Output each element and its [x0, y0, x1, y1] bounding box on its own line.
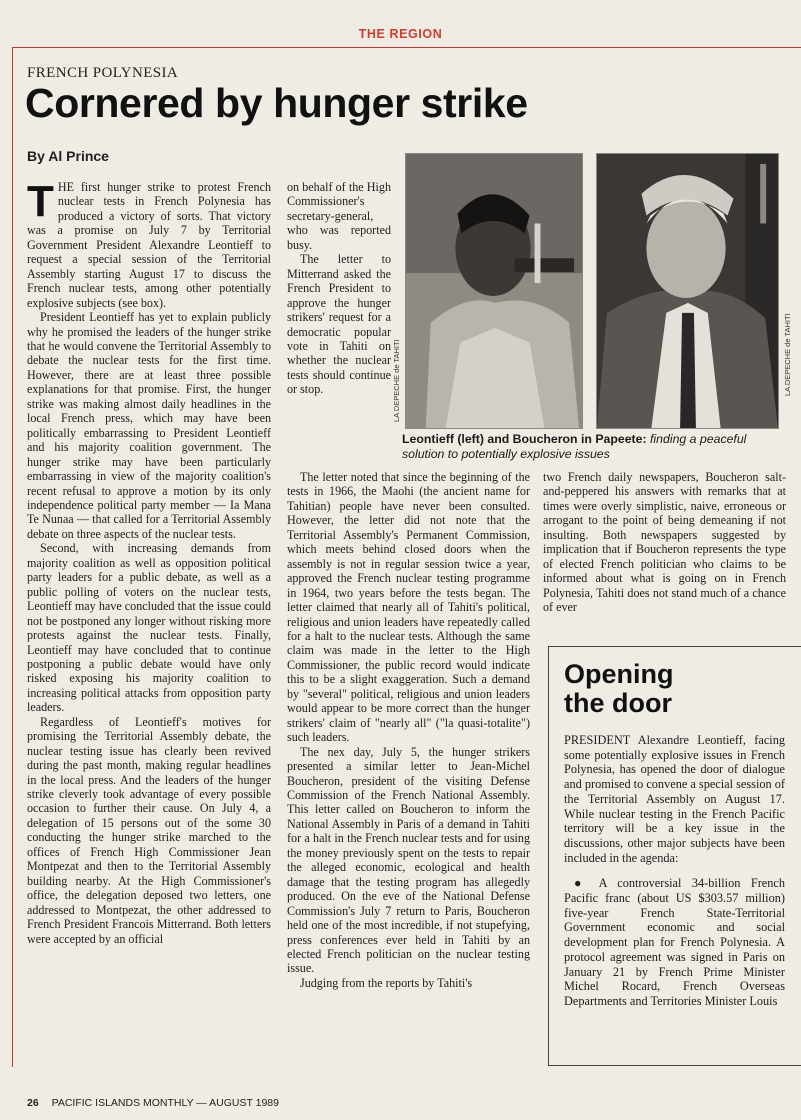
photo-credit-left: LA DEPECHE de TAHITI: [392, 339, 401, 422]
photo-leontieff: [405, 153, 583, 429]
paragraph-6: The letter to Mitterrand asked the French President to approve the hunger strikers' request for a democratic popular vote in Tahiti on whether the nuclear tests should continue or stop.: [287, 252, 391, 397]
photo-caption: [402, 432, 787, 462]
article-column-3: [543, 470, 786, 630]
paragraph-1: THE first hunger strike to protest French nuclear tests in French Polynesia has produced a victory of sorts. That victory was a promise on July 7 by Territorial Government President Alexandre Leontieff to request a special session of the Territorial Assembly starting August 17 to discuss the French nuclear tests, among other potentially explosive subjects (see box).: [27, 180, 271, 310]
paragraph-4: Regardless of Leontieff's motives for promising the Territorial Assembly debate, the nuclear testing issue has clearly been revived during the past month, making regular headlines in the local press. And the leaders of the hunger strike cleverly took advantage of every possible occasion to further their cause. On July 4, a delegation of 15 persons out of the some 30 conducting the hunger strike marched to the offices of French High Commissioner Jean Montpezat and then to the Territorial Assembly building nearby. At the High Commissioner's office, the delegation deposed two letters, one addressed to Montpezat, the other addressed to French President Francois Mitterrand. Both letters were accepted by an official: [27, 714, 271, 946]
caption-text: finding a peaceful solution to potentially explosive issues: [402, 432, 747, 461]
photo-credit-right: LA DEPECHE de TAHITI: [783, 313, 792, 396]
headline: Cornered by hunger strike: [25, 80, 528, 126]
paragraph-2: President Leontieff has yet to explain publicly why he promised the leaders of the hunger strike that he would convene the Territorial Assembly to debate the nuclear tests for the first time. However, there are at least three possible explanations for that promise. First, the hunger strike was making almost daily headlines in the local French press, which may have been politically embarrassing to President Leontieff and his majority coalition government. The hunger strike may have been particularly embarrassing in view of the majority coalition's recent refusal to approve a motion by its only independence political party member — Ia Mana Te Nunaa — that called for a Territorial Assembly debate on three aspects of the nuclear tests.: [27, 310, 271, 541]
photo-leontieff-image: [406, 154, 582, 428]
paragraph-9: Judging from the reports by Tahiti's: [300, 975, 473, 990]
publication-line: PACIFIC ISLANDS MONTHLY — AUGUST 1989: [51, 1097, 279, 1109]
drop-cap: T: [27, 180, 54, 226]
sidebar-title: Opening the door: [564, 659, 674, 718]
sidebar-body: [564, 733, 785, 1058]
photo-boucheron-image: [597, 154, 778, 428]
paragraph-8: The nex day, July 5, the hunger strikers presented a similar letter to Jean-Michel Boucheron, president of the visiting Defense Commission of the French National Assembly. This letter called on Boucheron to inform the National Assembly in Paris of a demand in Tahiti for a halt in the French nuclear tests and for using the money previously spent on the tests to repair the alleged economic, ecological and health damage that the testing program has allegedly produced. On the eve of the National Defense Commission's July 7 return to Paris, Boucheron held one of the most incredible, if not stupefying, press conferences ever held in Tahiti by an elected French politician on the nuclear testing issue.: [287, 744, 530, 976]
paragraph-5: on behalf of the High Commissioner's secretary-general, who was reported busy.: [287, 180, 391, 252]
paragraph-3: Second, with increasing demands from majority coalition as well as opposition political party leaders for a public debate, as well as a public polling of voters on the nuclear tests, Leontieff may have concluded that the issue could not be postponed any longer without risking more protests against the nuclear tests. Finally, Leontieff may have concluded that to continue postponing a public debate would have only risked exposing his majority coalition to increasing political attacks from opposition party leaders.: [27, 541, 271, 715]
photo-boucheron: [596, 153, 779, 429]
byline: By Al Prince: [27, 148, 109, 164]
caption-lead: Leontieff (left) and Boucheron in Papeete:: [402, 432, 647, 446]
page-number: 26: [27, 1097, 39, 1109]
section-label: THE REGION: [358, 27, 443, 41]
paragraph-10: two French daily newspapers, Boucheron salt-and-peppered his answers with remarks that at times were overly simplistic, naive, erroneous or arrogant to the point of being demeaning if not insulting. Both newspapers suggested by implication that if Boucheron represents the type of elected French politician who claims to be informed about what is going on in French Polynesia, Tahiti does not stand much of a chance of ever: [543, 470, 786, 615]
article-column-1: [27, 180, 271, 1080]
paragraph-7: The letter noted that since the beginning of the tests in 1966, the Maohi (the ancient name for Tahitian) people have never been consulted. However, the letter did not note that the Territorial Assembly's Permanent Commission, which meets behind closed doors when the assembly is not in regular session twice a year, approved the French nuclear testing programme in 1964, two years before the tests began. The letter claimed that nearly all of Tahiti's political, religious and union leaders have repeatedly called for a halt to the nuclear tests. Although the same claim was made in the letter to the High Commissioner, the public record would indicate this to be a slight exaggeration. Such a demand by "several" political, religious and union leaders would appear to be more correct than the hunger strikers' claim of "nearly all" ("la quasi-totalite") such leaders.: [287, 470, 530, 745]
sidebar-bullet-1: ● A controversial 34-billion French Pacific franc (about US $303.57 million) five-year French State-Territorial Government economic and social development plan for French Polynesia. A protocol agreement was signed in Paris on January 21 by French Prime Minister Michel Rocard, French Overseas Departments and Territories Minister Louis: [564, 876, 785, 1008]
kicker: FRENCH POLYNESIA: [27, 65, 179, 81]
article-column-2-bottom: [287, 470, 530, 1070]
sidebar-paragraph-1: PRESIDENT Alexandre Leontieff, facing some potentially explosive issues in French Polynesia, has opened the door of dialogue and promised to convene a special session of the Territorial Assembly on August 17. While nuclear testing in the French Pacific territory will be a key issue in the discussions, other major subjects have been included in the agenda:: [564, 733, 785, 865]
page-footer: [27, 1097, 279, 1109]
article-column-2-top: [287, 180, 391, 468]
